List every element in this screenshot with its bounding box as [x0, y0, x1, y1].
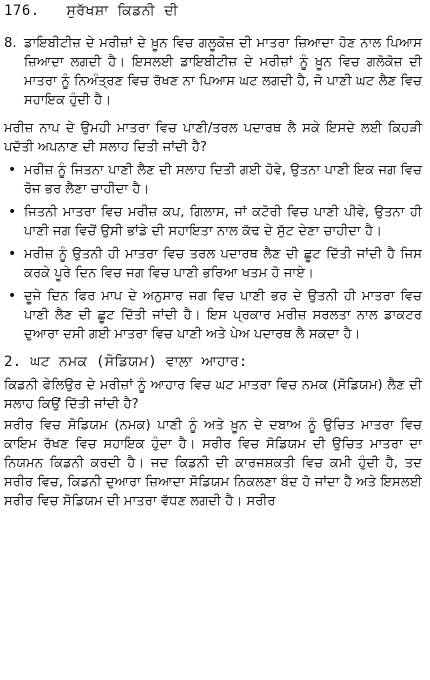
page-header [4, 2, 422, 24]
bullet-text: ਦੂਜੇ ਦਿਨ ਫਿਰ ਮਾਪ ਦੇ ਅਨੁਸਾਰ ਜਗ ਵਿਚ ਪਾਣੀ ਭਰ ਦੇ ਉਤਨੀ ਹੀ ਮਾਤਰਾ ਵਿਚ ਪਾਣੀ ਲੈਣ ਦੀ ਛੂਟ ਦਿੱਤੀ ਜਾਂਦੀ ਹੈ। ਇਸ ਪ੍ਰਕਾਰ ਮਰੀਜ਼ ਸਰਲਤਾ ਨਾਲ ਡਾਕਟਰ ਦੁਆਰਾ ਦਸੀ ਗਈ ਮਾਤਰਾ ਵਿਚ ਪਾਣੀ ਅਤੇ ਪੇਅ ਪਦਾਰਥ ਲੈ ਸਕਦਾ ਹੈ। [24, 289, 422, 342]
bullet-text: ਜਿਤਨੀ ਮਾਤਰਾ ਵਿਚ ਮਰੀਜ਼ ਕਪ, ਗਿਲਾਸ, ਜਾਂ ਕਟੋਰੀ ਵਿਚ ਪਾਣੀ ਪੀਵੇ, ਉਤਨਾ ਹੀ ਪਾਣੀ ਜਗ ਵਿਚੋਂ ਉਸੀ ਭਾਂਡੇ ਦੀ ਸਹਾਇਤਾ ਨਾਲ ਕੱਢ ਦੇ ਸੁੱਟ ਦੇਣਾ ਚਾਹੀਦਾ ਹੈ। [24, 205, 422, 239]
item-8-text: ਡਾਇਬੀਟੀਜ਼ ਦੇ ਮਰੀਜ਼ਾਂ ਦੇ ਖ਼ੂਨ ਵਿਚ ਗਲੂਕੋਜ਼ ਦੀ ਮਾਤਰਾ ਜ਼ਿਆਦਾ ਹੋਣ ਨਾਲ ਪਿਆਸ ਜ਼ਿਆਦਾ ਲਗਦੀ ਹੈ। ਇਸਲਈ ਡਾਇਬੀਟੀਜ਼ ਦੇ ਮਰੀਜ਼ਾਂ ਨੂੰ ਖ਼ੂਨ ਵਿਚ ਗਲੋਕੋਜ਼ ਦੀ ਮਾਤਰਾ ਨੂੰ ਨਿਅੰਤ੍ਰਣ ਵਿਚ ਰੱਖਣ ਨਾ ਪਿਆਸ ਘਟ ਲਗਦੀ ਹੈ, ਜੋ ਪਾਣੀ ਘਟ ਲੈਣ ਵਿਚ ਸਹਾਇਕ ਹੁੰਦੀ ਹੈ। [24, 36, 422, 108]
bullet-icon: • [8, 288, 17, 304]
bullet-icon: • [8, 162, 17, 178]
bullet-icon: • [8, 246, 17, 262]
section-question: ਕਿਡਨੀ ਫੇਲਿਉਰ ਦੇ ਮਰੀਜ਼ਾਂ ਨੂੰ ਆਹਾਰ ਵਿਚ ਘਟ ਮਾਤਰਾ ਵਿਚ ਨਮਕ (ਸੋਡਿਯਮ) ਲੈਣ ਦੀ ਸਲਾਹ ਕਿਉਂ ਦਿੱਤੀ ਜਾਂਦੀ ਹੈ? [4, 378, 422, 412]
list-item [4, 203, 422, 241]
book-title: ਸੁਰੱਖਸ਼ਾ ਕਿਡਨੀ ਦੀ [66, 3, 179, 19]
page-number: 176. [4, 3, 40, 19]
bullet-icon: • [8, 204, 17, 220]
bullet-text: ਮਰੀਜ਼ ਨੂੰ ਉਤਨੀ ਹੀ ਮਾਤਰਾ ਵਿਚ ਤਰਲ ਪਦਾਰਥ ਲੈਣ ਦੀ ਛੂਟ ਦਿੱਤੀ ਜਾਂਦੀ ਹੈ ਜਿਸ ਕਰਕੇ ਪੂਰੇ ਦਿਨ ਵਿਚ ਜਗ ਵਿਚ ਪਾਣੀ ਭਰਿਆ ਖਤਮ ਹੋ ਜਾਏ। [24, 247, 422, 281]
question-paragraph: ਮਰੀਜ਼ ਨਾਪ ਦੇ ਉਮਹੀ ਮਾਤਰਾ ਵਿਚ ਪਾਣੀ/ਤਰਲ ਪਦਾਰਥ ਲੈ ਸਕੇ ਇਸਦੇ ਲਈ ਕਿਹੜੀ ਪਦੱਤੀ ਅਪਨਾਣ ਦੀ ਸਲਾਹ ਦਿਤੀ ਜਾਂਦੀ ਹੈ? [4, 121, 422, 155]
list-item [4, 161, 422, 199]
list-item [4, 245, 422, 283]
bullet-list [4, 161, 422, 344]
list-item [4, 287, 422, 344]
item-number: 8. [4, 36, 17, 51]
bullet-text: ਮਰੀਜ਼ ਨੂੰ ਜਿਤਨਾ ਪਾਣੀ ਲੈਣ ਦੀ ਸਲਾਹ ਦਿਤੀ ਗਈ ਹੋਵੇ, ਉਤਨਾ ਪਾਣੀ ਇਕ ਜਗ ਵਿਚ ਰੋਜ ਭਰ ਲੈਣਾ ਚਾਹੀਦਾ ਹੈ। [24, 163, 422, 197]
section-heading: 2. ਘਟ ਨਮਕ (ਸੋਡਿਯਮ) ਵਾਲਾ ਆਹਾਰ: [4, 354, 248, 370]
section-body: ਸਰੀਰ ਵਿਚ ਸੋਡਿਯਮ (ਨਮਕ) ਪਾਣੀ ਨੂੰ ਅਤੇ ਖ਼ੂਨ ਦੇ ਦਬਾਅ ਨੂੰ ਉਚਿਤ ਮਾਤਰਾ ਵਿਚ ਕਾਇਮ ਰੱਖਣ ਵਿਚ ਸਹਾਇਕ ਹੁੰਦਾ ਹੈ। ਸਰੀਰ ਵਿਚ ਸੋਡਿਯਮ ਦੀ ਉਚਿਤ ਮਾਤਰਾ ਦਾ ਨਿਯਮਨ ਕਿਡਨੀ ਕਰਦੀ ਹੈ। ਜਦ ਕਿਡਨੀ ਦੀ ਕਾਰਜਸ਼ਕਤੀ ਵਿਚ ਕਮੀ ਹੁੰਦੀ ਹੈ, ਤਦ ਸਰੀਰ ਵਿਚ, ਕਿਡਨੀ ਦੁਆਰਾ ਜ਼ਿਆਦਾ ਸੋਡਿਯਮ ਨਿਕਲਣਾ ਬੰਦ ਹੋ ਜਾਂਦਾ ਹੈ ਅਤੇ ਇਸਲਈ ਸਰੀਰ ਵਿਚ ਸੋਡਿਯਮ ਦੀ ਮਾਤਰਾ ਵੱਧਣ ਲਗਦੀ ਹੈ। ਸਰੀਰ [4, 418, 422, 509]
numbered-item-8 [4, 34, 422, 110]
